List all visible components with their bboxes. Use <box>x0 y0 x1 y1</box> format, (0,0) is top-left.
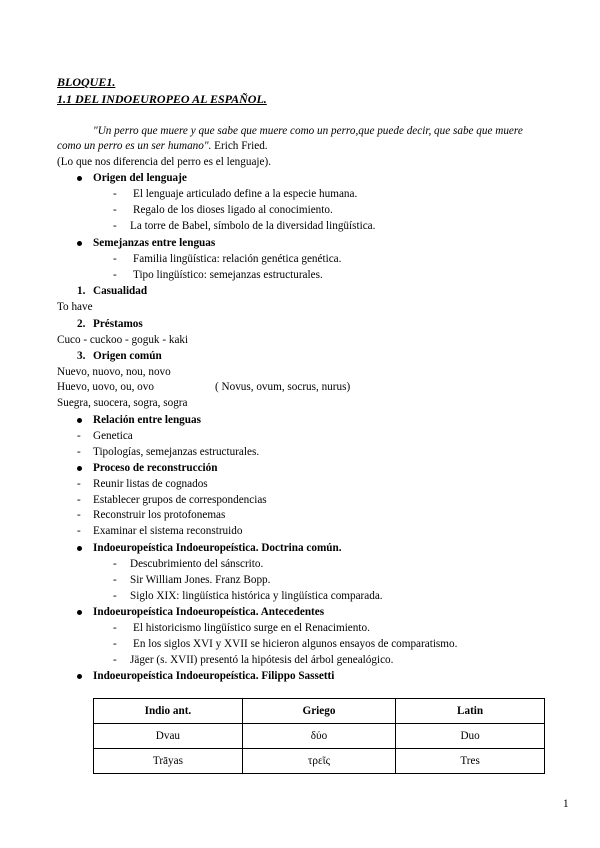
origen-title: Origen del lenguaje <box>93 172 187 184</box>
origen-comun-line: Suegra, suocera, sogra, sogra <box>57 397 188 409</box>
prestamos-title: Préstamos <box>93 318 143 330</box>
bullet-icon <box>77 546 82 551</box>
table-header-cell: Griego <box>242 699 395 724</box>
semejanzas-title: Semejanzas entre lenguas <box>93 237 216 249</box>
table-cell: τρεῖς <box>242 749 395 774</box>
dash-icon: - <box>77 478 81 490</box>
proceso-item: Reconstruir los protofonemas <box>93 509 226 521</box>
dash-icon: - <box>113 590 117 602</box>
casualidad-example: To have <box>57 301 93 313</box>
quote-text: como un perro es un ser humano". <box>57 140 212 152</box>
dash-icon: - <box>77 525 81 537</box>
table-row <box>94 724 545 749</box>
dash-icon: - <box>113 654 117 666</box>
doctrina-item: Sir William Jones. Franz Bopp. <box>130 574 271 586</box>
block-heading: BLOQUE1. <box>57 75 116 89</box>
list-number: 2. <box>77 318 86 330</box>
antecedentes-item: Jäger (s. XVII) presentó la hipótesis del árbol genealógico. <box>130 654 394 666</box>
proceso-item: Reunir listas de cognados <box>93 478 208 490</box>
table-cell: Duo <box>396 724 545 749</box>
table-cell: Trāyas <box>94 749 243 774</box>
semejanzas-item: Tipo lingüístico: semejanzas estructurales. <box>133 269 323 281</box>
dash-icon: - <box>113 188 117 200</box>
list-number: 3. <box>77 350 86 362</box>
dash-icon: - <box>77 430 81 442</box>
proceso-item: Examinar el sistema reconstruido <box>93 525 243 537</box>
antecedentes-title: Indoeuropeística Indoeuropeística. Antecedentes <box>93 606 325 618</box>
dash-icon: - <box>113 253 117 265</box>
table-header-cell: Latin <box>396 699 545 724</box>
origen-comun-line: Huevo, uovo, ou, ovo <box>57 381 154 393</box>
relacion-item: Tipologías, semejanzas estructurales. <box>93 446 260 458</box>
prestamos-example: Cuco - cuckoo - goguk - kaki <box>57 334 189 346</box>
bullet-icon <box>77 466 82 471</box>
origen-comun-title: Origen común <box>93 350 162 362</box>
table-cell: δύο <box>242 724 395 749</box>
origen-comun-line: Nuevo, nuovo, nou, novo <box>57 366 171 378</box>
table-header-cell: Indio ant. <box>94 699 243 724</box>
doctrina-title: Indoeuropeística Indoeuropeística. Doctrina común. <box>93 542 342 554</box>
relacion-item: Genetica <box>93 430 133 442</box>
dash-icon: - <box>113 638 117 650</box>
sassetti-title: Indoeuropeística Indoeuropeística. Filippo Sassetti <box>93 670 335 682</box>
bullet-icon <box>77 176 82 181</box>
table-header-row <box>94 699 545 724</box>
origen-item: El lenguaje articulado define a la especie humana. <box>133 188 358 200</box>
dash-icon: - <box>113 204 117 216</box>
page-number: 1 <box>563 798 569 810</box>
bullet-icon <box>77 674 82 679</box>
quote-author: Erich Fried. <box>211 140 268 152</box>
bullet-icon <box>77 418 82 423</box>
antecedentes-item: En los siglos XVI y XVII se hicieron algunos ensayos de comparatismo. <box>133 638 458 650</box>
table-cell: Tres <box>396 749 545 774</box>
casualidad-title: Casualidad <box>93 285 148 297</box>
cognates-table <box>93 698 545 774</box>
dash-icon: - <box>113 558 117 570</box>
relacion-title: Relación entre lenguas <box>93 414 201 426</box>
dash-icon: - <box>113 220 117 232</box>
proceso-item: Establecer grupos de correspondencias <box>93 494 267 506</box>
dash-icon: - <box>113 269 117 281</box>
origen-item: Regalo de los dioses ligado al conocimiento. <box>133 204 333 216</box>
doctrina-item: Siglo XIX: lingüística histórica y lingüística comparada. <box>130 590 383 602</box>
antecedentes-item: El historicismo lingüístico surge en el Renacimiento. <box>133 622 370 634</box>
proceso-title: Proceso de reconstrucción <box>93 462 218 474</box>
dash-icon: - <box>113 622 117 634</box>
origen-item: La torre de Babel, símbolo de la diversidad lingüística. <box>130 220 376 232</box>
quote-note: (Lo que nos diferencia del perro es el lenguaje). <box>57 156 272 168</box>
bullet-icon <box>77 241 82 246</box>
semejanzas-item: Familia lingüística: relación genética genética. <box>133 253 342 265</box>
quote-line-1: "Un perro que muere y que sabe que muere como un perro,que puede decir, que sabe que muere <box>93 125 523 137</box>
table-cell: Dvau <box>94 724 243 749</box>
dash-icon: - <box>77 446 81 458</box>
origen-comun-latin: ( Novus, ovum, socrus, nurus) <box>215 381 351 393</box>
dash-icon: - <box>77 509 81 521</box>
bullet-icon <box>77 610 82 615</box>
table-row <box>94 749 545 774</box>
dash-icon: - <box>113 574 117 586</box>
list-number: 1. <box>77 285 86 297</box>
dash-icon: - <box>77 494 81 506</box>
doctrina-item: Descubrimiento del sánscrito. <box>130 558 264 570</box>
section-heading: 1.1 DEL INDOEUROPEO AL ESPAÑOL. <box>57 92 267 106</box>
quote-line-2 <box>57 139 268 153</box>
